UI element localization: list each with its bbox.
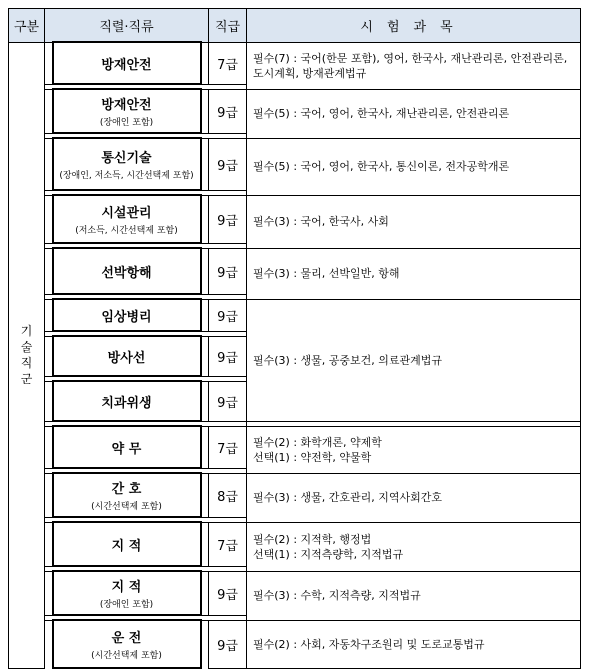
- gap-cell: [201, 336, 209, 376]
- position-title: 지 적: [111, 538, 142, 554]
- gap-cell: [45, 571, 53, 615]
- position-title: 시설관리: [101, 206, 152, 221]
- subjects-cell: [247, 89, 581, 138]
- exam-subjects-table: [8, 8, 581, 669]
- position-name: [53, 42, 201, 84]
- table-row: [9, 42, 581, 84]
- header-subjects: 시험과목: [247, 9, 581, 43]
- gap-cell: [201, 571, 209, 615]
- position-name: [53, 522, 201, 566]
- grade-cell: 7급: [209, 522, 247, 566]
- grade-cell: 9급: [209, 336, 247, 376]
- gap-cell: [201, 426, 209, 468]
- subjects-line: 필수(2) : 화학개론, 약제학: [253, 435, 382, 449]
- gap-cell: [45, 381, 53, 421]
- category-char: 직: [20, 356, 33, 370]
- subjects-cell: [247, 195, 581, 248]
- subjects-line: 필수(2) : 사회, 자동차구조원리 및 도로교통법규: [253, 637, 485, 651]
- position-title: 임상병리: [101, 309, 152, 325]
- subjects-line: 필수(3) : 수학, 지적측량, 지적법규: [253, 589, 421, 602]
- table-row: [9, 620, 581, 668]
- gap-cell: [45, 195, 53, 243]
- gap-cell: [45, 89, 53, 133]
- position-title: 치과위생: [101, 395, 152, 411]
- subjects-line: 필수(5) : 국어, 영어, 한국사, 통신이론, 전자공학개론: [253, 160, 510, 173]
- table-row: [9, 571, 581, 615]
- gap-cell: [201, 299, 209, 331]
- position-title: 방재안전: [101, 98, 152, 113]
- subjects-line: 필수(3) : 생물, 간호관리, 지역사회간호: [253, 491, 443, 504]
- table-row: [9, 89, 581, 133]
- grade-cell: 8급: [209, 473, 247, 517]
- category-cell: [9, 42, 45, 668]
- header-category: 구분: [9, 9, 45, 43]
- gap-cell: [45, 522, 53, 566]
- subjects-line: 필수(2) : 지적학, 행정법: [253, 532, 372, 546]
- subjects-cell: [247, 620, 581, 668]
- grade-cell: 9급: [209, 381, 247, 421]
- position-name: [53, 620, 201, 668]
- table-row: [9, 299, 581, 331]
- gap-cell: [45, 42, 53, 84]
- subjects-cell: [247, 138, 581, 195]
- position-title: 운 전: [111, 631, 142, 646]
- position-title: 방재안전: [101, 57, 152, 73]
- exam-subjects-table-wrapper: [8, 8, 580, 669]
- grade-cell: 9급: [209, 138, 247, 190]
- subjects-line: 필수(3) : 생물, 공중보건, 의료관계법규: [253, 353, 443, 367]
- subjects-cell-merged: [247, 299, 581, 421]
- gap-cell: [45, 138, 53, 190]
- subjects-cell: [247, 522, 581, 571]
- position-name: [53, 299, 201, 331]
- position-subtitle: (장애인 포함): [99, 600, 154, 610]
- grade-cell: 9급: [209, 571, 247, 615]
- position-name: [53, 426, 201, 468]
- position-title: 약 무: [111, 441, 142, 457]
- position-name: [53, 381, 201, 421]
- subjects-cell: [247, 42, 581, 89]
- gap-cell: [45, 299, 53, 331]
- header-grade: 직급: [209, 9, 247, 43]
- subjects-line: 필수(3) : 물리, 선박일반, 항해: [253, 267, 400, 280]
- gap-cell: [201, 138, 209, 190]
- table-row: [9, 426, 581, 468]
- gap-cell: [201, 89, 209, 133]
- subjects-cell: [247, 426, 581, 473]
- gap-cell: [45, 336, 53, 376]
- position-title: 방사선: [107, 350, 146, 366]
- table-row: [9, 522, 581, 566]
- gap-cell: [201, 248, 209, 294]
- grade-cell: 9급: [209, 195, 247, 243]
- header-position: 직렬·직류: [45, 9, 209, 43]
- grade-cell: 7급: [209, 42, 247, 84]
- table-row: [9, 138, 581, 190]
- gap-cell: [45, 426, 53, 468]
- position-subtitle: (장애인 포함): [99, 118, 154, 128]
- position-subtitle: (장애인, 저소득, 시간선택제 포함): [59, 171, 194, 181]
- subjects-cell: [247, 473, 581, 522]
- gap-cell: [201, 381, 209, 421]
- table-row: [9, 195, 581, 243]
- subjects-line: 필수(3) : 국어, 한국사, 사회: [253, 215, 389, 228]
- subjects-cell: [247, 571, 581, 620]
- subjects-line: 필수(5) : 국어, 영어, 한국사, 재난관리론, 안전관리론: [253, 107, 510, 120]
- header-row: [9, 9, 581, 43]
- subjects-line: 선택(1) : 지적측량학, 지적법규: [253, 547, 404, 561]
- position-subtitle: (시간선택제 포함): [91, 651, 162, 661]
- gap-cell: [45, 248, 53, 294]
- position-subtitle: (시간선택제 포함): [91, 502, 162, 512]
- gap-cell: [45, 620, 53, 668]
- position-name: [53, 473, 201, 517]
- category-char: 기: [20, 324, 33, 338]
- table-body: [9, 42, 581, 668]
- gap-cell: [201, 42, 209, 84]
- position-title: 간 호: [111, 482, 142, 497]
- position-title: 지 적: [111, 580, 142, 595]
- position-subtitle: (저소득, 시간선택제 포함): [75, 226, 178, 236]
- position-name: [53, 571, 201, 615]
- table-row: [9, 248, 581, 294]
- subjects-line: 도시계획, 방재관계법규: [253, 66, 367, 80]
- subjects-cell: [247, 248, 581, 299]
- position-name: [53, 195, 201, 243]
- category-char: 군: [20, 372, 33, 386]
- category-char: 술: [20, 340, 33, 354]
- grade-cell: 9급: [209, 299, 247, 331]
- position-name: [53, 336, 201, 376]
- gap-cell: [45, 473, 53, 517]
- gap-cell: [201, 195, 209, 243]
- position-name: [53, 138, 201, 190]
- grade-cell: 9급: [209, 620, 247, 668]
- position-title: 통신기술: [101, 151, 152, 166]
- position-name: [53, 89, 201, 133]
- grade-cell: 7급: [209, 426, 247, 468]
- position-name: [53, 248, 201, 294]
- position-title: 선박항해: [101, 265, 152, 281]
- gap-cell: [201, 473, 209, 517]
- gap-cell: [201, 522, 209, 566]
- subjects-line: 선택(1) : 약전학, 약물학: [253, 450, 372, 464]
- gap-cell: [201, 620, 209, 668]
- subjects-line: 필수(7) : 국어(한문 포함), 영어, 한국사, 재난관리론, 안전관리론,: [253, 51, 568, 65]
- grade-cell: 9급: [209, 248, 247, 294]
- table-row: [9, 473, 581, 517]
- grade-cell: 9급: [209, 89, 247, 133]
